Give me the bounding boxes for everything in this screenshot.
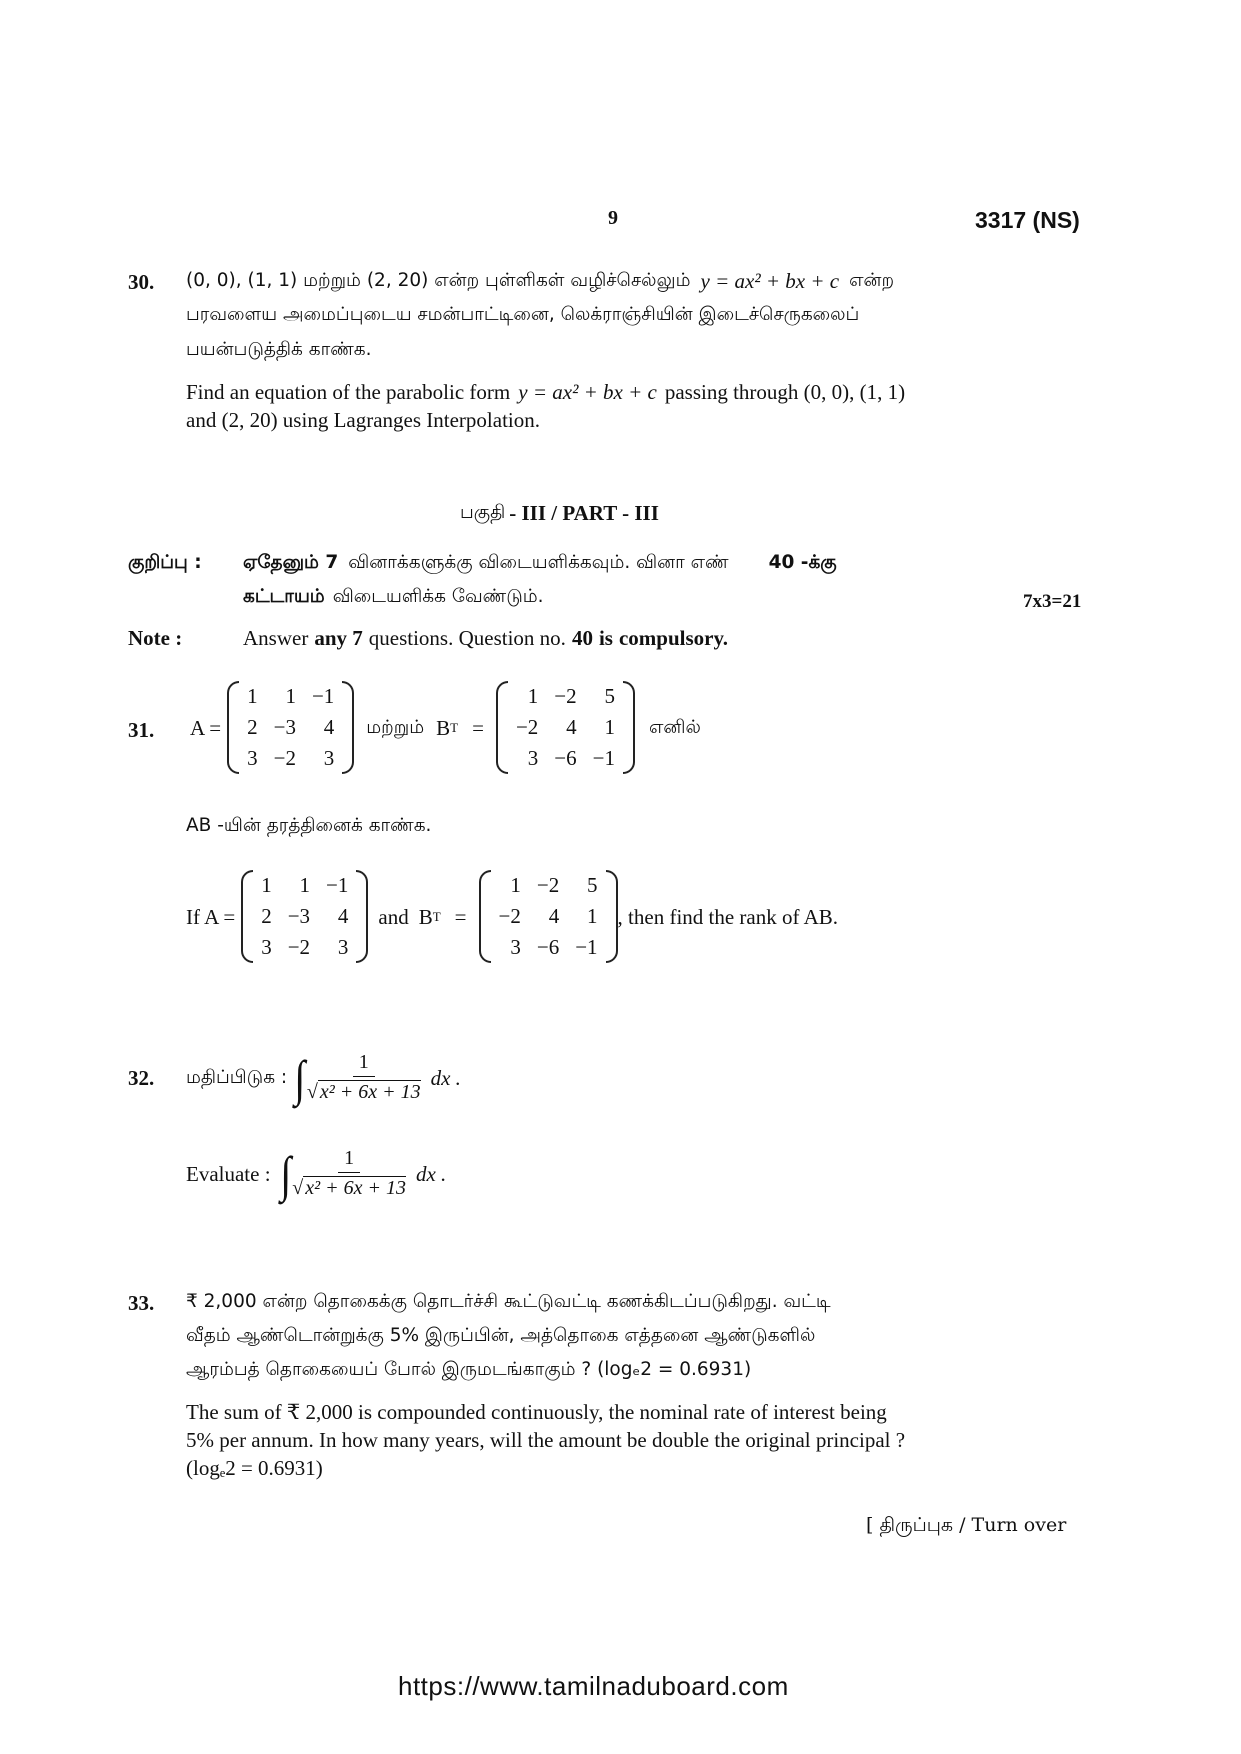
q32-fraction	[307, 1050, 421, 1105]
question-number-32: 32.	[128, 1066, 155, 1090]
q31-tamil-matrices	[190, 681, 701, 774]
sqrt-icon: √	[306, 1081, 318, 1103]
q30-english-text-end: passing through (0, 0), (1, 1)	[664, 380, 906, 404]
matrix-cell: 3	[337, 935, 349, 959]
q30-tamil-line2: பரவளைய அமைப்புடைய சமன்பாட்டினை, லெக்ராஞ்சியின் இடைச்செருகலைப்	[186, 304, 860, 325]
q30-english-equation: y = ax² + bx + c	[518, 380, 657, 404]
part-heading-english: - III / PART - III	[509, 501, 659, 525]
q31-en-then: , then find the rank of AB.	[617, 904, 839, 929]
matrix-cell: 1	[587, 904, 598, 928]
matrix-cell: 3	[527, 746, 539, 770]
matrix-cell: −2	[554, 684, 577, 708]
matrix-cell: 1	[510, 873, 521, 897]
question-number-30: 30.	[128, 270, 155, 294]
matrix-a-label: A =	[190, 715, 222, 740]
matrix-cell: −3	[273, 715, 296, 739]
q32-english-label: Evaluate :	[186, 1161, 271, 1186]
matrix-row	[508, 681, 623, 712]
matrix-bt-en-equals: =	[454, 904, 467, 929]
matrix-bt-en-table	[491, 870, 606, 963]
matrix-a-table	[239, 681, 342, 774]
integral-sign-icon: ∫	[294, 1049, 306, 1106]
matrix-cell: 3	[261, 935, 272, 959]
matrix-cell: 1	[299, 873, 311, 897]
q31-tamil-if: எனில்	[648, 716, 701, 738]
matrix-bt-equals: =	[472, 715, 484, 740]
q32-english-integral	[186, 1146, 446, 1201]
question-number-33: 33.	[128, 1291, 155, 1315]
note-english-line	[243, 624, 728, 652]
matrix-cell: 1	[527, 684, 539, 708]
marks-label: 7x3=21	[1023, 591, 1082, 612]
note-tamil-label: குறிப்பு :	[128, 552, 202, 573]
matrix-row	[253, 870, 356, 901]
matrix-bt-label: B	[436, 715, 451, 740]
q32-dx: dx .	[430, 1065, 461, 1090]
q32-en-radicand: x² + 6x + 13	[305, 1177, 406, 1199]
matrix-a	[227, 681, 354, 774]
note-en-compulsory: compulsory.	[618, 626, 729, 650]
note-tamil-compulsory: கட்டாயம்	[243, 586, 325, 607]
q32-denominator	[307, 1077, 421, 1105]
matrix-bt-en-superscript: T	[432, 908, 441, 924]
q33-english-line1: The sum of ₹ 2,000 is compounded continuously, the nominal rate of interest being	[186, 1400, 887, 1424]
matrix-cell: −2	[498, 904, 521, 928]
matrix-cell: 3	[323, 746, 335, 770]
note-tamil-line1	[243, 546, 837, 580]
matrix-cell: 1	[247, 684, 258, 708]
q30-english-line1	[186, 378, 905, 406]
matrix-bt-superscript: T	[450, 719, 459, 735]
matrix-cell: 3	[510, 935, 521, 959]
footer-url: https://www.tamilnaduboard.com	[398, 1671, 789, 1701]
q33-english-line2: 5% per annum. In how many years, will the amount be double the original principal ?	[186, 1428, 906, 1452]
note-tamil-line2	[243, 580, 544, 614]
note-tamil-q40: 40 -க்கு	[768, 552, 837, 573]
matrix-row	[508, 712, 623, 743]
matrix-row	[508, 743, 623, 774]
matrix-row	[239, 712, 342, 743]
note-tamil-instruction: வினாக்களுக்கு விடையளிக்கவும். வினா எண்	[348, 552, 729, 573]
note-en-text2: questions. Question no.	[368, 626, 566, 650]
matrix-cell: 5	[587, 873, 598, 897]
matrix-cell: −2	[273, 746, 296, 770]
q30-tamil-line3: பயன்படுத்திக் காண்க.	[186, 339, 372, 360]
q30-tamil-equation: y = ax² + bx + c	[700, 269, 840, 293]
q33-tamil-line2: வீதம் ஆண்டொன்றுக்கு 5% இருப்பின், அத்தொகை எத்தனை ஆண்டுகளில்	[186, 1325, 816, 1346]
matrix-cell: −2	[536, 873, 560, 897]
matrix-cell: 3	[247, 746, 258, 770]
matrix-cell: −2	[515, 715, 539, 739]
part-heading	[460, 496, 659, 530]
matrix-row	[253, 901, 356, 932]
note-en-text1: Answer	[243, 626, 309, 650]
matrix-bt-table	[508, 681, 623, 774]
turn-over-label: [ திருப்புக / Turn over	[866, 1514, 1067, 1536]
question-number-31: 31.	[128, 718, 155, 742]
q30-tamil-line1	[186, 264, 894, 298]
q30-tamil-text-end: என்ற	[849, 270, 895, 291]
matrix-row	[239, 743, 342, 774]
matrix-a-en	[241, 870, 368, 963]
q32-tamil-label: மதிப்பிடுக :	[186, 1066, 288, 1088]
matrix-cell: 2	[261, 904, 272, 928]
matrix-cell: 4	[323, 715, 335, 739]
matrix-a-en-table	[253, 870, 356, 963]
q32-numerator: 1	[353, 1050, 375, 1077]
q32-en-fraction	[292, 1146, 406, 1201]
q31-en-if: If A =	[186, 904, 236, 929]
q32-en-denominator	[292, 1173, 406, 1201]
paper-code: 3317 (NS)	[975, 207, 1080, 233]
matrix-row	[491, 901, 606, 932]
matrix-cell: −1	[311, 684, 335, 708]
q31-en-and: and	[378, 904, 409, 929]
note-en-any7: any 7	[314, 626, 363, 650]
sqrt-icon: √	[292, 1177, 304, 1199]
integral-sign-icon: ∫	[279, 1145, 291, 1202]
matrix-row	[239, 681, 342, 712]
matrix-cell: −3	[287, 904, 311, 928]
matrix-row	[491, 870, 606, 901]
matrix-cell: 1	[604, 715, 615, 739]
matrix-row	[253, 932, 356, 963]
q31-tamil-question: AB -யின் தரத்தினைக் காண்க.	[186, 815, 432, 836]
matrix-cell: −1	[592, 746, 615, 770]
q30-english-line2: and (2, 20) using Lagranges Interpolation.	[186, 408, 540, 432]
q30-english-text: Find an equation of the parabolic form	[186, 380, 511, 404]
q32-radicand: x² + 6x + 13	[319, 1081, 421, 1103]
q31-tamil-and: மற்றும்	[366, 716, 425, 738]
note-tamil-answer: விடையளிக்க வேண்டும்.	[332, 586, 544, 607]
q33-tamil-line1: ₹ 2,000 என்ற தொகைக்கு தொடர்ச்சி கூட்டுவட்டி கணக்கிடப்படுகிறது. வட்டி	[186, 1291, 831, 1312]
q30-tamil-text: (0, 0), (1, 1) மற்றும் (2, 20) என்ற புள்ளிகள் வழிச்செல்லும்	[186, 270, 691, 291]
note-english-label: Note :	[128, 626, 183, 650]
q32-en-numerator: 1	[338, 1146, 360, 1173]
matrix-cell: 4	[548, 904, 560, 928]
q31-english-matrices	[186, 870, 838, 963]
matrix-cell: 5	[604, 684, 615, 708]
matrix-cell: 1	[285, 684, 296, 708]
matrix-bt-en	[479, 870, 618, 963]
matrix-row	[491, 932, 606, 963]
matrix-cell: 1	[261, 873, 272, 897]
q32-en-dx: dx .	[415, 1161, 447, 1186]
q33-tamil-line3: ஆரம்பத் தொகையைப் போல் இருமடங்காகும் ? (logₑ2 = 0.6931)	[186, 1359, 752, 1380]
matrix-bt	[496, 681, 635, 774]
matrix-cell: −1	[326, 873, 349, 897]
q32-tamil-integral	[186, 1050, 461, 1105]
page-number: 9	[608, 207, 618, 229]
note-en-40: 40	[571, 626, 593, 650]
matrix-bt-en-label: B	[418, 904, 433, 929]
matrix-cell: −6	[554, 746, 577, 770]
matrix-cell: −1	[575, 935, 598, 959]
q33-english-line3: (logₑ2 = 0.6931)	[186, 1456, 323, 1480]
note-en-is: is	[598, 626, 613, 650]
part-heading-tamil: பகுதி	[460, 502, 506, 523]
matrix-cell: −2	[287, 935, 311, 959]
matrix-cell: −6	[536, 935, 560, 959]
matrix-cell: 2	[247, 715, 258, 739]
matrix-cell: 4	[337, 904, 349, 928]
matrix-cell: 4	[566, 715, 577, 739]
note-tamil-any7: ஏதேனும் 7	[243, 552, 339, 573]
